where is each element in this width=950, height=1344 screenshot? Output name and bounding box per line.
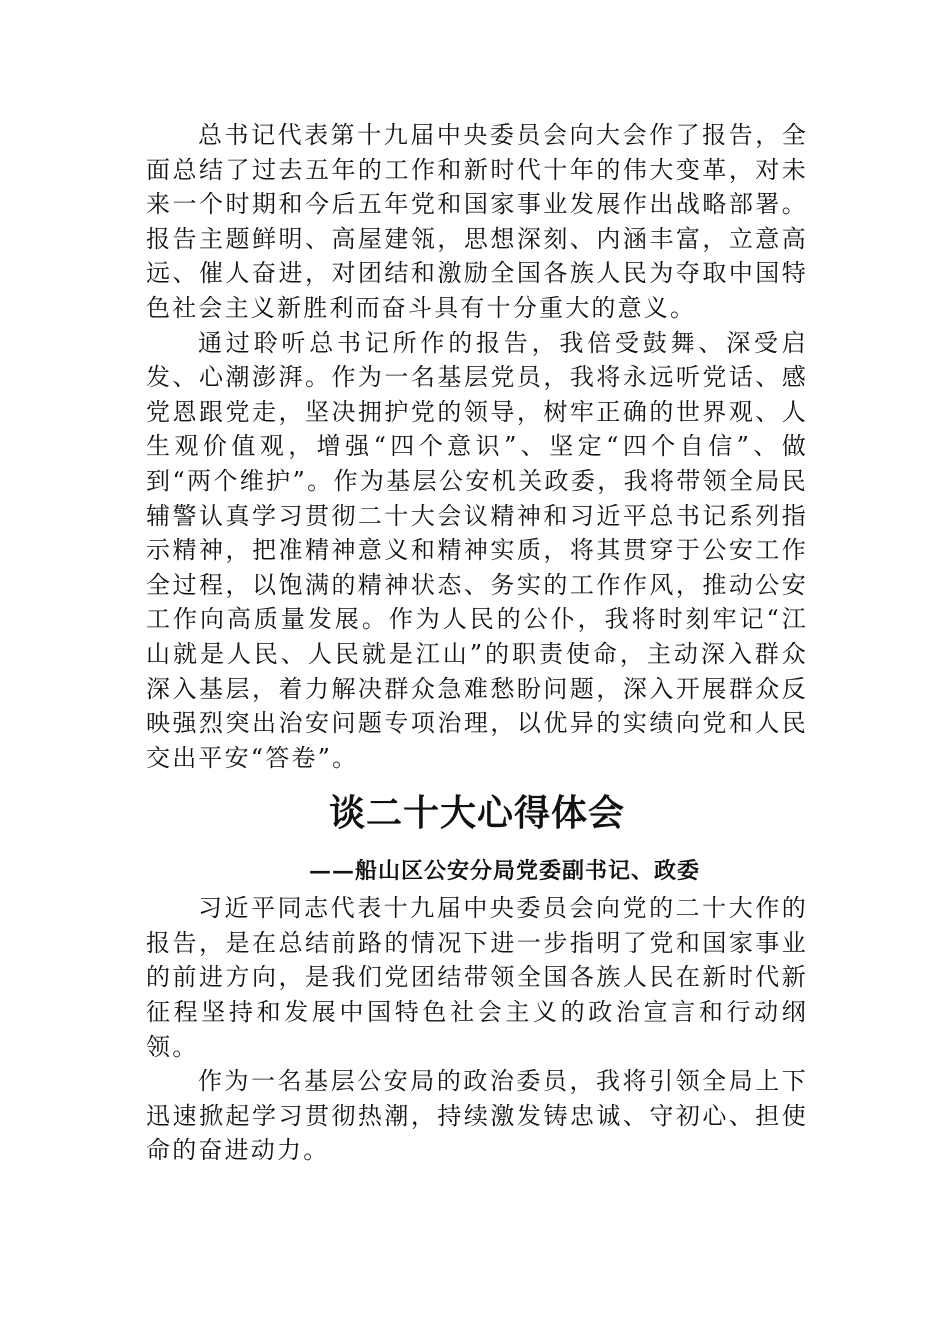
author-subtitle: ——船山区公安分局党委副书记、政委: [308, 858, 700, 885]
body-paragraph-2: 通过聆听总书记所作的报告，我倍受鼓舞、深受启发、心潮澎湃。作为一名基层党员，我将永远听党话、感党恩跟党走，坚决拥护党的领导，树牢正确的世界观、人生观价值观，增强“四个意识”、坚定“四个自信”、做到“两个维护”。作为基层公安机关政委，我将带领全局民辅警认真学习贯彻二十大会议精神和习近平总书记系列指示精神，把准精神意义和精神实质，将其贯穿于公安工作全过程，以饱满的精神状态、务实的工作作风，推动公安工作向高质量发展。作为人民的公仆，我将时刻牢记“江山就是人民、人民就是江山”的职责使命，主动深入群众深入基层，着力解决群众急难愁盼问题，深入开展群众反映强烈突出治安问题专项治理，以优异的实绩向党和人民交出平安“答卷”。: [146, 328, 808, 772]
body-paragraph-3: 习近平同志代表十九届中央委员会向党的二十大作的报告，是在总结前路的情况下进一步指明了党和国家事业的前进方向，是我们党团结带领全国各族人民在新时代新征程坚持和发展中国特色社会主义的政治宣言和行动纲领。: [146, 894, 808, 1061]
document-page: [146, 118, 808, 1168]
body-paragraph-1: 总书记代表第十九届中央委员会向大会作了报告，全面总结了过去五年的工作和新时代十年的伟大变革，对未来一个时期和今后五年党和国家事业发展作出战略部署。报告主题鲜明、高屋建瓴，思想深刻、内涵丰富，立意高远、催人奋进，对团结和激励全国各族人民为夺取中国特色社会主义新胜利而奋斗具有十分重大的意义。: [146, 121, 808, 322]
article-title: 谈二十大心得体会: [328, 793, 625, 835]
body-paragraph-4: 作为一名基层公安局的政治委员，我将引领全局上下迅速掀起学习贯彻热潮，持续激发铸忠诚、守初心、担使命的奋进动力。: [146, 1067, 808, 1165]
